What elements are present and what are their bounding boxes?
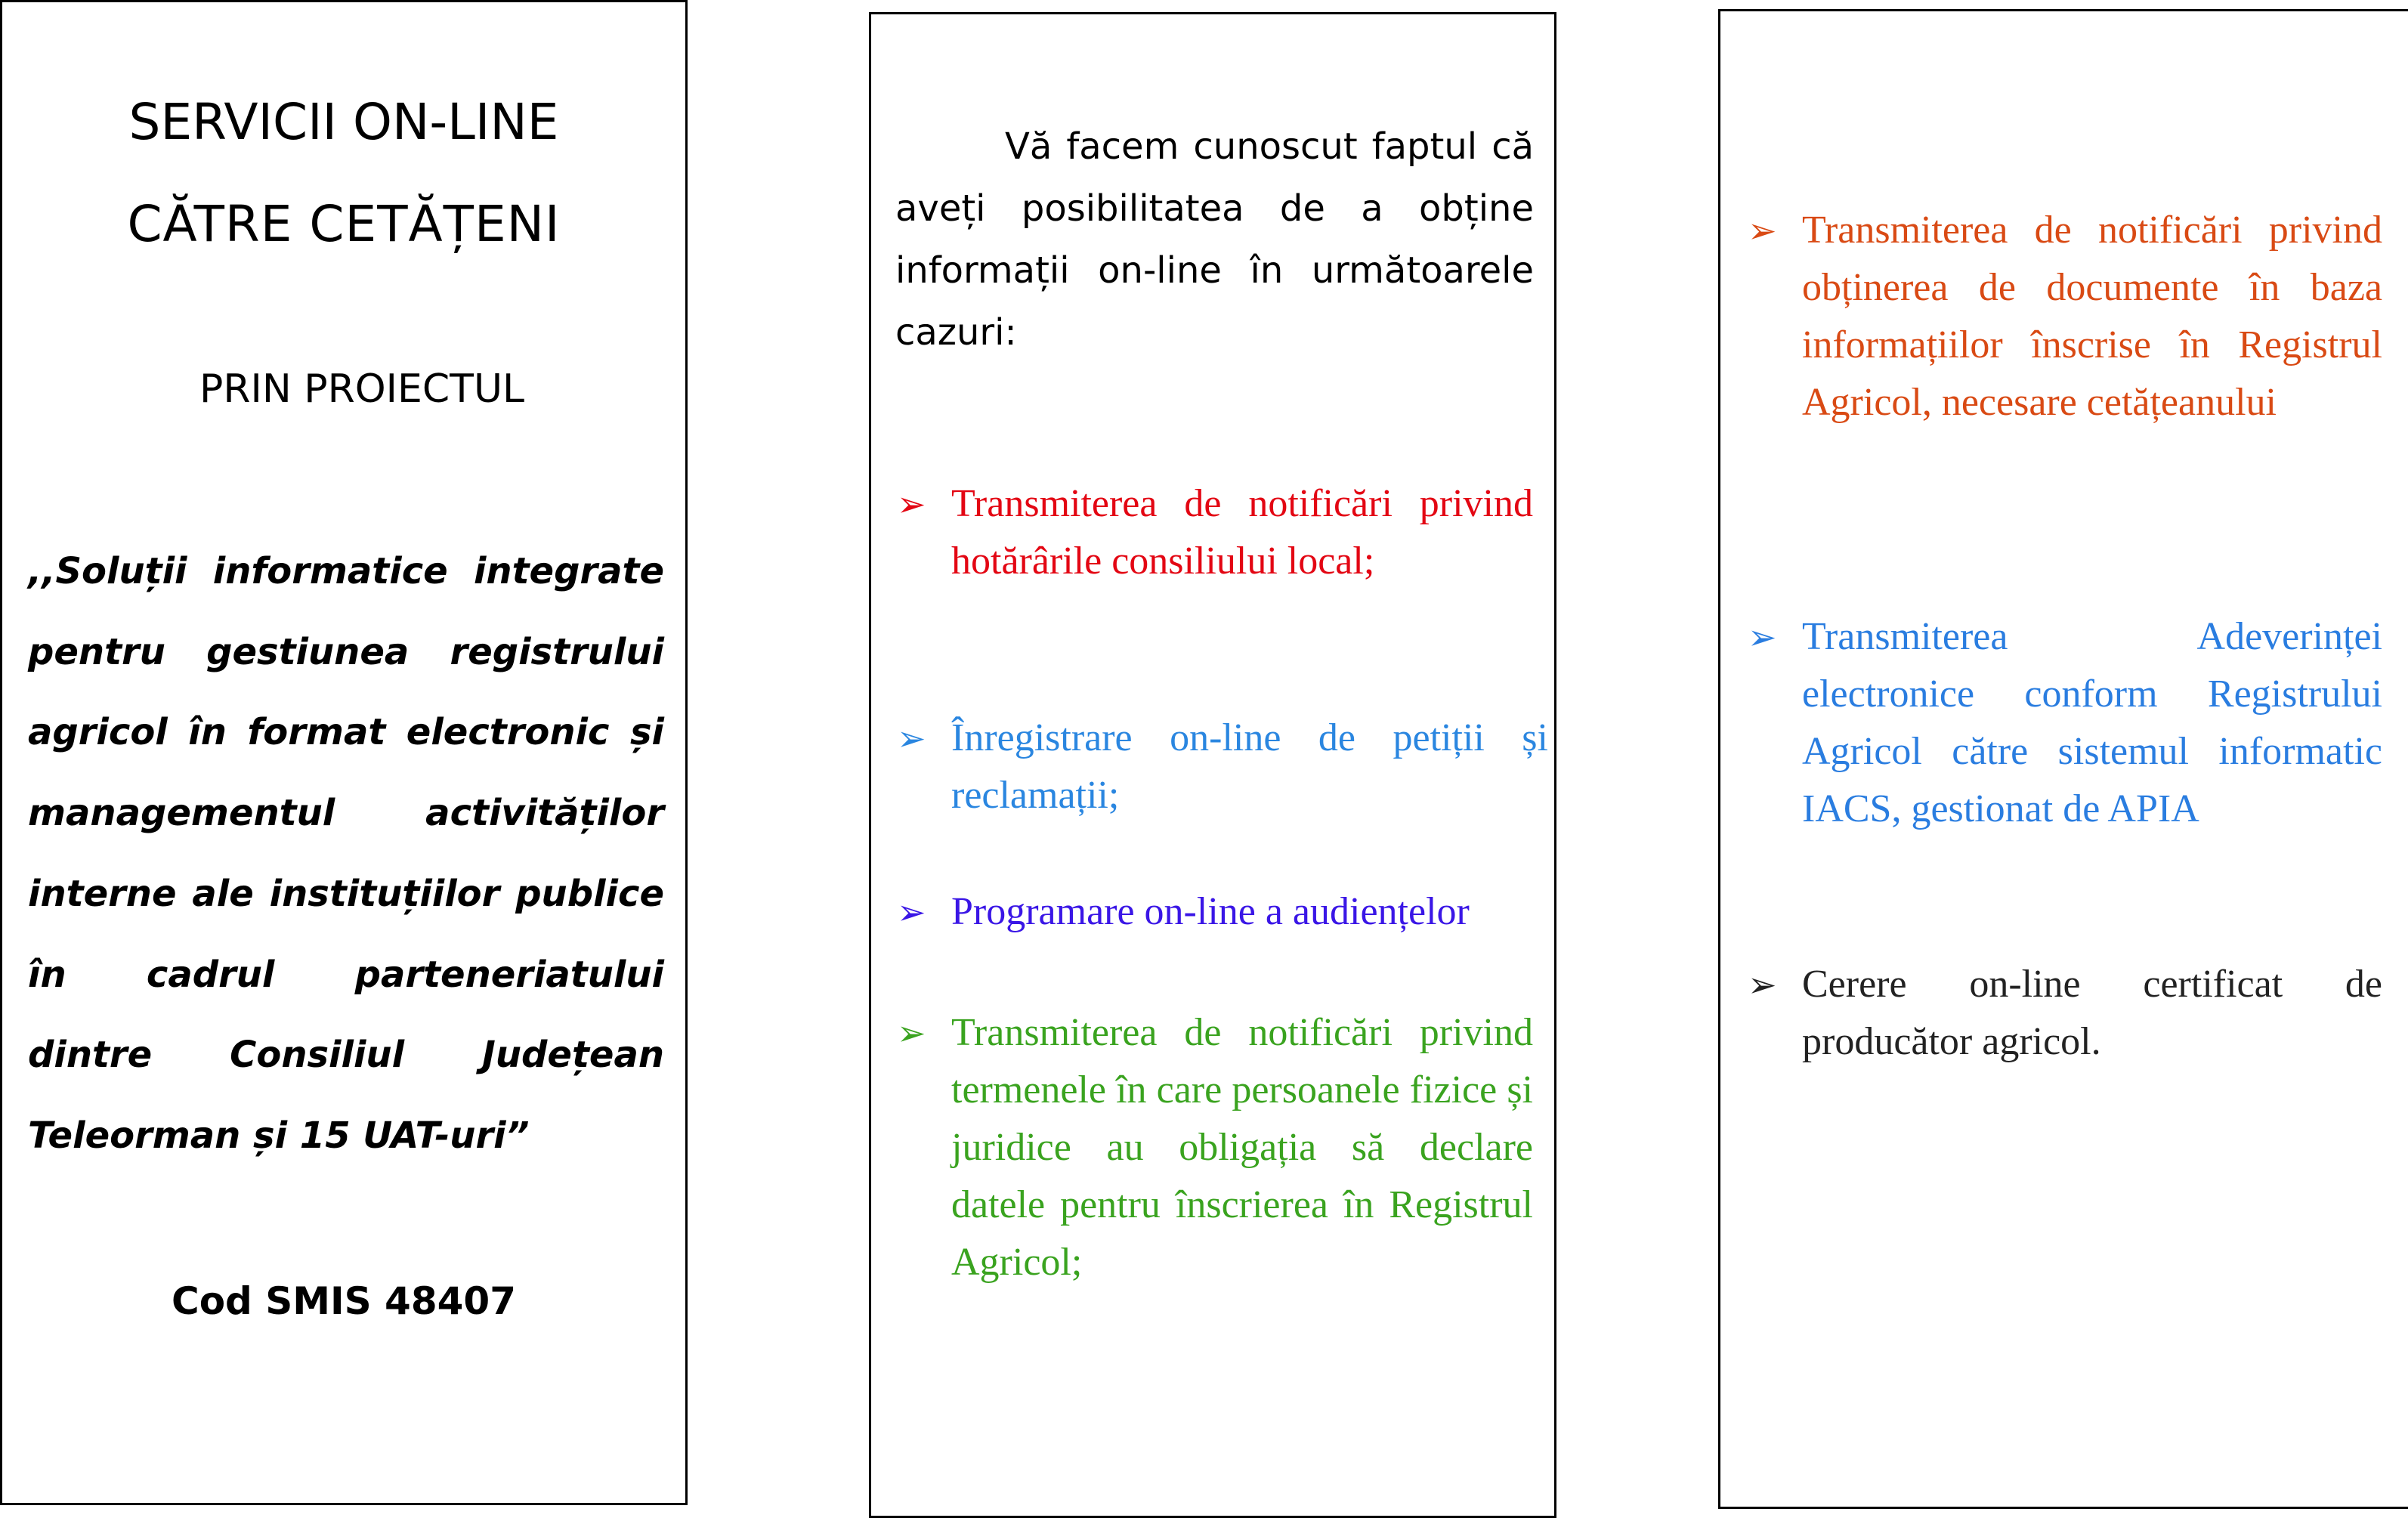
smis-code: Cod SMIS 48407 [172,1279,516,1323]
item-text: Programare on-line a audiențelor [951,890,1470,933]
intro-paragraph: Vă facem cunoscut faptul că aveți posibilitatea de a obține informații on-line în următoarele cazuri: [895,125,1534,354]
title-line-2: CĂTRE CETĂȚENI [127,195,561,253]
item-text: Înregistrare on-line de petiții și reclamații; [951,716,1548,817]
services-panel-continued [1718,9,2408,1509]
list-item [897,883,1556,941]
services-panel [869,12,1556,1518]
list-item [897,710,1548,824]
arrowhead-bullet-icon: ➢ [1748,617,1777,657]
arrowhead-bullet-icon: ➢ [1748,965,1777,1004]
list-item [897,475,1533,590]
brochure-cover-panel [0,0,688,1505]
item-text: Cerere on-line certificat de producător agricol. [1802,963,2382,1063]
title-line-1: SERVICII ON-LINE [128,93,559,151]
list-item [1748,608,2382,838]
arrowhead-bullet-icon: ➢ [897,484,926,524]
item-text: Transmiterea de notificări privind hotărârile consiliului local; [951,482,1533,583]
item-text: Transmiterea Adeverinței electronice conform Registrului Agricol către sistemul informatic IACS, gestionat de APIA [1802,615,2382,830]
arrowhead-bullet-icon: ➢ [897,1013,926,1053]
arrowhead-bullet-icon: ➢ [897,719,926,758]
list-item [1748,956,2382,1071]
project-name: ,,Soluții informatice integrate pentru gestiunea registrului agricol în format electronic și managementul activităților interne ale instituțiilor publice în cadrul parteneriatului dintre Consiliul Județean Teleorman și 15 UAT-uri” [28,550,664,1157]
subtitle: PRIN PROIECTUL [199,366,524,412]
arrowhead-bullet-icon: ➢ [897,892,926,932]
item-text: Transmiterea de notificări privind obținerea de documente în baza informațiilor înscrise în Registrul Agricol, necesare cetățeanului [1802,209,2382,424]
list-item [897,1004,1533,1291]
arrowhead-bullet-icon: ➢ [1748,211,1777,250]
item-text: Transmiterea de notificări privind termenele în care persoanele fizice și juridice au obligația să declare datele pentru înscrierea în Registrul Agricol; [951,1011,1533,1284]
list-item [1748,202,2382,431]
